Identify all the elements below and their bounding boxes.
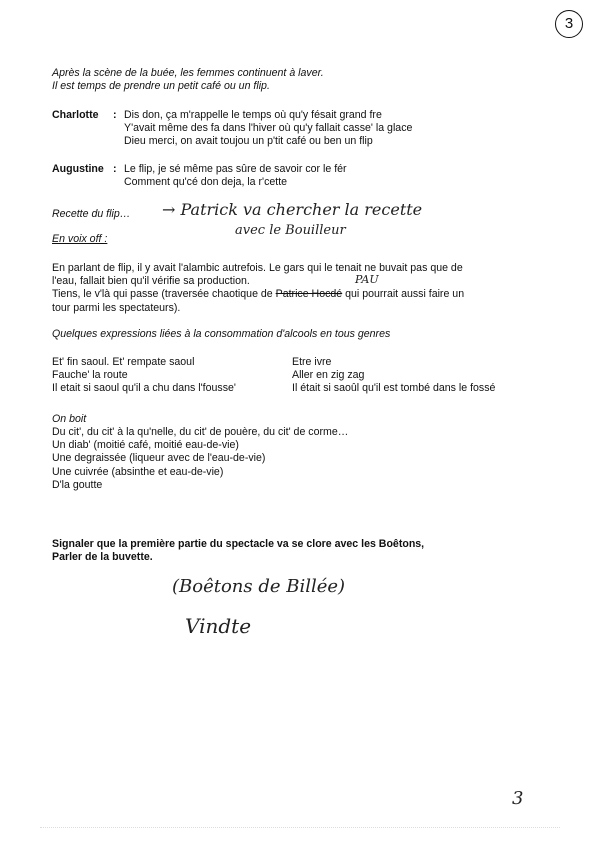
narration-text: Tiens, le v'là qui passe (traversée chaotique de (52, 288, 276, 301)
narration-paragraph (52, 262, 464, 315)
speaker-name: Charlotte (52, 109, 99, 121)
narration-text: qui pourrait aussi faire un (342, 288, 465, 301)
circled-page-number: 3 (555, 10, 583, 38)
expression-item: Il etait si saoul qu'il a chu dans l'fousse' (52, 382, 236, 395)
drink-item: Du cit', du cit' à la qu'nelle, du cit' de pouère, du cit' de corme… (52, 426, 349, 438)
dialogue-line: Le flip, je sé même pas sûre de savoir cor le fér (124, 163, 347, 175)
drink-item: Un diab' (moitié café, moitié eau-de-vie) (52, 439, 239, 452)
section-heading: Quelques expressions liées à la consommation d'alcools en tous genres (52, 328, 391, 340)
stage-direction-line: Après la scène de la buée, les femmes continuent à laver. (52, 67, 324, 79)
handwritten-note: → Patrick va chercher la recette (162, 200, 423, 219)
drink-item: Une cuivrée (absinthe et eau-de-vie) (52, 465, 224, 478)
handwritten-annotation: (Boêtons de Billée) (172, 576, 346, 597)
speaker-colon: : (113, 163, 117, 175)
drinks-list (52, 426, 348, 492)
closing-line: Parler de la buvette. (52, 551, 153, 564)
expression-translation: Aller en zig zag (292, 369, 365, 382)
narration-line: En parlant de flip, il y avait l'alambic autrefois. Le gars qui le tenait ne buvait pas que de (52, 262, 463, 274)
narration-line (52, 288, 464, 301)
expression-item: Fauche' la route (52, 369, 128, 382)
stage-direction-line: Il est temps de prendre un petit café ou un flip. (52, 80, 270, 93)
dialogue-lines (124, 109, 412, 149)
handwritten-note: avec le Bouilleur (235, 223, 346, 238)
closing-line: Signaler que la première partie du spectacle va se clore avec les Boêtons, (52, 538, 425, 550)
struck-name: Patrice Hocdé (275, 288, 343, 301)
narration-line: l'eau, fallait bien qu'il vérifie sa production. (52, 275, 250, 288)
closing-note (52, 538, 424, 564)
stage-direction (52, 67, 324, 93)
drink-item: Une degraissée (liqueur avec de l'eau-de-vie) (52, 452, 266, 465)
handwritten-annotation: Vindte (185, 614, 252, 638)
expression-translation: Il était si saoûl qu'il est tombé dans le fossé (292, 382, 496, 395)
scan-artifact-line (40, 827, 560, 831)
dialogue-line: Comment qu'cé don deja, la r'cette (124, 176, 288, 189)
dialogue-line: Dis don, ça m'rappelle le temps où qu'y fésait grand fre (124, 109, 382, 121)
recipe-label: Recette du flip… (52, 208, 131, 220)
dialogue-lines (124, 163, 347, 189)
section-heading: On boit (52, 413, 87, 425)
page-number: 3 (512, 788, 524, 809)
expressions-translation-column (292, 356, 495, 396)
handwritten-correction: PAU (355, 273, 379, 286)
speaker-name: Augustine (52, 163, 104, 175)
expression-translation: Etre ivre (292, 356, 332, 368)
speaker-colon: : (113, 109, 117, 121)
expression-item: Et' fin saoul. Et' rempate saoul (52, 356, 195, 368)
expressions-dialect-column (52, 356, 236, 396)
dialogue-line: Dieu merci, on avait toujou un p'tit café ou ben un flip (124, 135, 373, 148)
drink-item: D'la goutte (52, 478, 103, 491)
voiceoff-label: En voix off : (52, 233, 108, 245)
narration-line: tour parmi les spectateurs). (52, 301, 181, 314)
dialogue-line: Y'avait même des fa dans l'hiver où qu'y fallait casse' la glace (124, 122, 413, 135)
